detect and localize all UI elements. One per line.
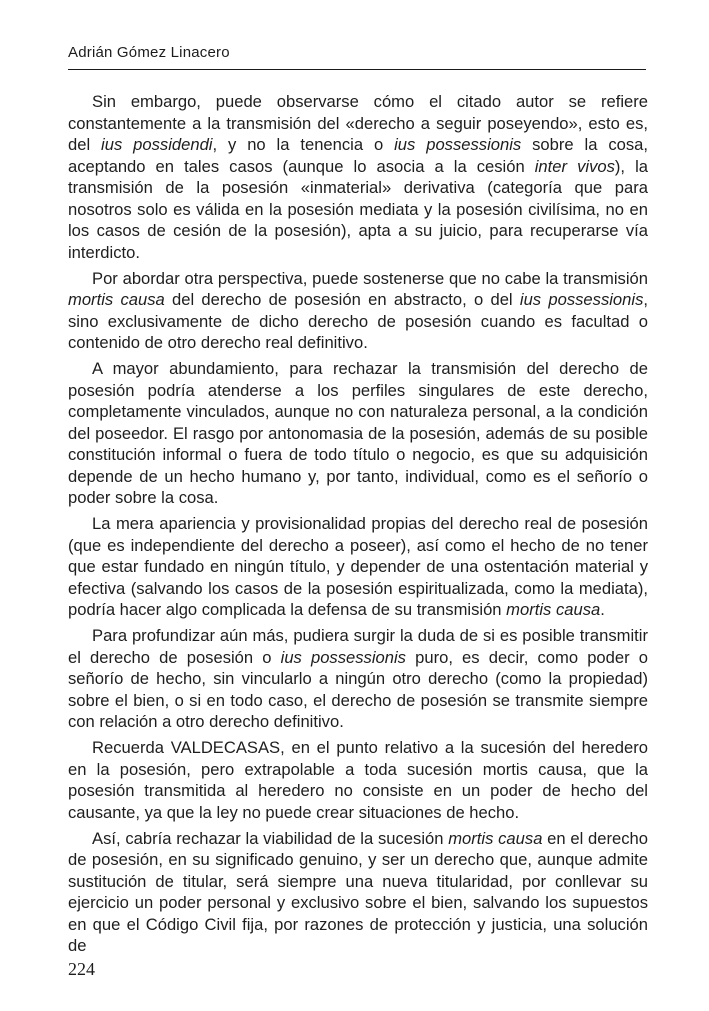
- page-number: 224: [68, 959, 95, 979]
- latin-phrase: ius possessionis: [394, 135, 522, 154]
- paragraph: La mera apariencia y provisionalidad propias del derecho real de posesión (que es independiente del derecho a poseer), así como el hecho de no tener que estar fundado en ningún título, y depender de una ostentación material y efectiva (salvando los casos de la posesión espiritualizada, como la mediata), podría hacer algo complicada la defensa de su transmisión mortis causa.: [68, 514, 648, 619]
- paragraph: Recuerda VALDECASAS, en el punto relativo a la sucesión del heredero en la posesión, pero extrapolable a toda sucesión mortis causa, que la posesión transmitida al heredero no consiste en un poder de hecho del causante, ya que la ley no puede crear situaciones de hecho.: [68, 738, 648, 822]
- header-rule: [68, 69, 646, 70]
- running-header: Adrián Gómez Linacero: [68, 44, 230, 61]
- paragraph: Así, cabría rechazar la viabilidad de la sucesión mortis causa en el derecho de posesión, en su significado genuino, y ser un derecho que, aunque admite sustitución de titular, será siempre una nueva titularidad, por conllevar su ejercicio un poder personal y exclusivo sobre el bien, salvando los supuestos en que el Código Civil fija, por razones de protección y justicia, una solución de: [68, 828, 649, 955]
- paragraph: Sin embargo, puede observarse cómo el citado autor se refiere constantemente a la transmisión del «derecho a seguir poseyendo», esto es, del ius possidendi, y no la tenencia o ius possessionis sobre la cosa, aceptando en tales casos (aunque lo asocia a la cesión inter vivos), la transmisión de la posesión «inmaterial» derivativa (categoría que para nosotros solo es válida en la posesión mediata y la posesión civilísima, no en los casos de cesión de la posesión), apta a su juicio, para recuperarse vía interdicto.: [68, 92, 648, 262]
- body-text: [68, 91, 648, 961]
- latin-phrase: inter vivos: [534, 156, 615, 176]
- latin-phrase: ius possessionis: [519, 290, 644, 309]
- paragraph: Por abordar otra perspectiva, puede sostenerse que no cabe la transmisión mortis causa del derecho de posesión en abstracto, o del ius possessionis, sino exclusivamente de dicho derecho de posesión cuando es facultad o contenido de otro derecho real definitivo.: [68, 268, 649, 352]
- paragraph: Para profundizar aún más, pudiera surgir la duda de si es posible transmitir el derecho de posesión o ius possessionis puro, es decir, como poder o señorío de hecho, sin vincularlo a ningún otro derecho (como la propiedad) sobre el bien, o si en todo caso, el derecho de posesión se transmite siempre con relación a otro derecho definitivo.: [68, 626, 649, 731]
- latin-phrase: ius possessionis: [280, 647, 406, 667]
- latin-phrase: mortis causa: [448, 828, 543, 848]
- paragraph: A mayor abundamiento, para rechazar la transmisión del derecho de posesión podría atenderse a los perfiles singulares de este derecho, completamente vinculados, aunque no con naturaleza personal, a la condición del poseedor. El rasgo por antonomasia de la posesión, además de su posible constitución informal o fuera de todo título o negocio, es que su adquisición depende de un hecho humano y, por tanto, individual, como es el señorío o poder sobre la cosa.: [68, 359, 648, 507]
- latin-phrase: mortis causa: [506, 600, 601, 619]
- latin-phrase: ius possidendi: [101, 135, 213, 154]
- latin-phrase: mortis causa: [68, 290, 165, 309]
